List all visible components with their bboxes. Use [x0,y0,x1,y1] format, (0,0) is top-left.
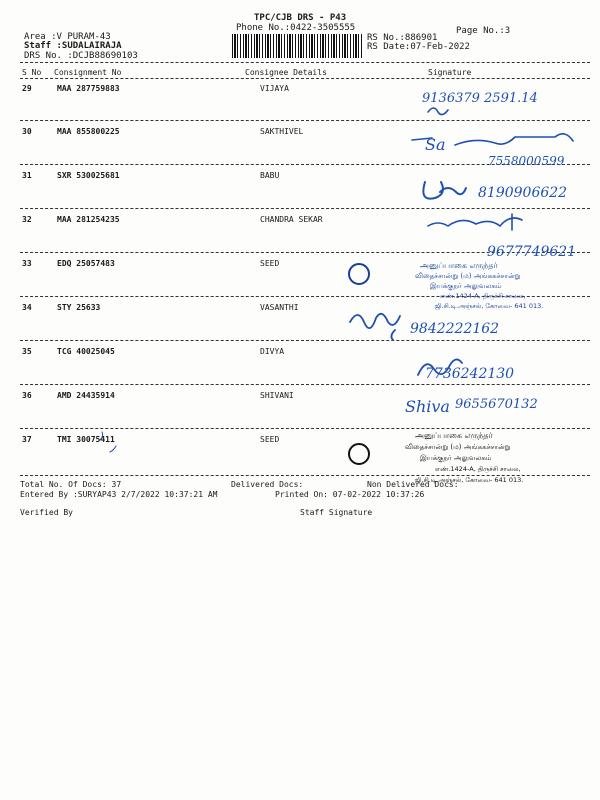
svg-text:விதைச்சான்று (ம) அங்ககச்சான்று: விதைச்சான்று (ம) அங்ககச்சான்று [405,443,511,451]
row-consignee: SHIVANI [260,391,294,400]
seed-stamp-33 [345,258,585,318]
svg-text:விதைச்சான்று (ம) அங்ககச்சான்று: விதைச்சான்று (ம) அங்ககச்சான்று [415,272,521,280]
svg-text:ஜி.சி.டி.அஞ்சல், கோவை- 641 013: ஜி.சி.டி.அஞ்சல், கோவை- 641 013. [415,476,524,484]
staff-signature-label: Staff Signature [300,508,373,517]
row-sno: 29 [22,84,32,93]
row-sno: 37 [22,435,32,444]
row-consignment: MAA 287759883 [57,84,120,93]
signature-30: Sa [425,135,446,154]
verified-by: Verified By [20,508,73,517]
row-consignment: SXR 530025681 [57,171,120,180]
svg-text:அனுப்பாகை எருந்தர்: அனுப்பாகை எருந்தர் [420,261,498,270]
delivered-docs: Delivered Docs: [231,480,304,489]
svg-text:அனுப்பாகை எருந்தர்: அனுப்பாகை எருந்தர் [415,431,493,440]
row-consignee: VASANTHI [260,303,299,312]
rs-number: RS No.:886901 [367,33,438,43]
total-docs: Total No. Of Docs: 37 [20,480,122,489]
phone-33: 9677749621 [487,244,577,260]
phone-30: 7558000599 [488,154,565,168]
document-title: TPC/CJB DRS - P43 [254,13,347,23]
row-consignment: MAA 855800225 [57,127,120,136]
phone-36: 9655670132 [455,397,538,412]
col-consignee: Consignee Details [245,68,327,77]
col-sno: S No [22,68,42,77]
row-consignment: AMD 24435914 [57,391,115,400]
drs-number: DRS No. :DCJB88690103 [24,51,138,61]
row-sno: 35 [22,347,32,356]
row-consignment: STY 25633 [57,303,101,312]
phone-31: 8190906622 [478,185,568,201]
row-consignment: TCG 40025045 [57,347,115,356]
row-consignee: DIVYA [260,347,285,356]
row-sno: 36 [22,391,32,400]
row-consignment: TMI 30075411 [57,435,115,444]
col-signature: Signature [428,68,472,77]
phone-35: 7736242130 [425,366,515,382]
row-consignment: MAA 281254235 [57,215,120,224]
row-sno: 32 [22,215,32,224]
svg-text:இயக்குநர் அலுவலகம்: இயக்குநர் அலுவலகம் [430,282,502,290]
row-sno: 31 [22,171,32,180]
row-sno: 33 [22,259,32,268]
row-consignment: EDQ 25057483 [57,259,115,268]
svg-text:எண்.1424-A, திருச்சி சாலை,: எண்.1424-A, திருச்சி சாலை, [440,292,526,300]
row-consignee: VIJAYA [260,84,289,93]
row-consignee: CHANDRA SEKAR [260,215,323,224]
phone-34: 9842222162 [410,321,500,337]
row-consignee: SEED [260,435,280,444]
rs-date: RS Date:07-Feb-2022 [367,42,470,52]
printed-on: Printed On: 07-02-2022 10:37:26 [275,490,425,499]
area-label: Area :V PURAM-43 [24,32,111,42]
seed-stamp-37 [345,428,585,488]
row-sno: 30 [22,127,32,136]
page-number: Page No.:3 [456,26,511,36]
svg-text:ஜி.சி.டி.அஞ்சல், கோவை- 641 013: ஜி.சி.டி.அஞ்சல், கோவை- 641 013. [435,302,544,310]
non-delivered-docs: Non Delivered Docs: [367,480,459,489]
row-consignee: SAKTHIVEL [260,127,304,136]
name-36: Shiva [405,397,450,416]
row-sno: 34 [22,303,32,312]
svg-text:எண்.1424-A, திருச்சி சாலை,: எண்.1424-A, திருச்சி சாலை, [435,465,521,473]
phone-number: Phone No.:0422-3505555 [236,23,356,33]
row-consignee: SEED [260,259,280,268]
svg-text:இயக்குநர் அலுவலகம்: இயக்குநர் அலுவலகம் [420,454,492,462]
staff-label: Staff :SUDALAIRAJA [24,41,122,51]
entered-by: Entered By :SURYAP43 2/7/2022 10:37:21 AM [20,490,218,499]
col-consignment: Consignment No [54,68,122,77]
row-consignee: BABU [260,171,280,180]
signature-29: 9136379 2591.14 [422,91,538,106]
